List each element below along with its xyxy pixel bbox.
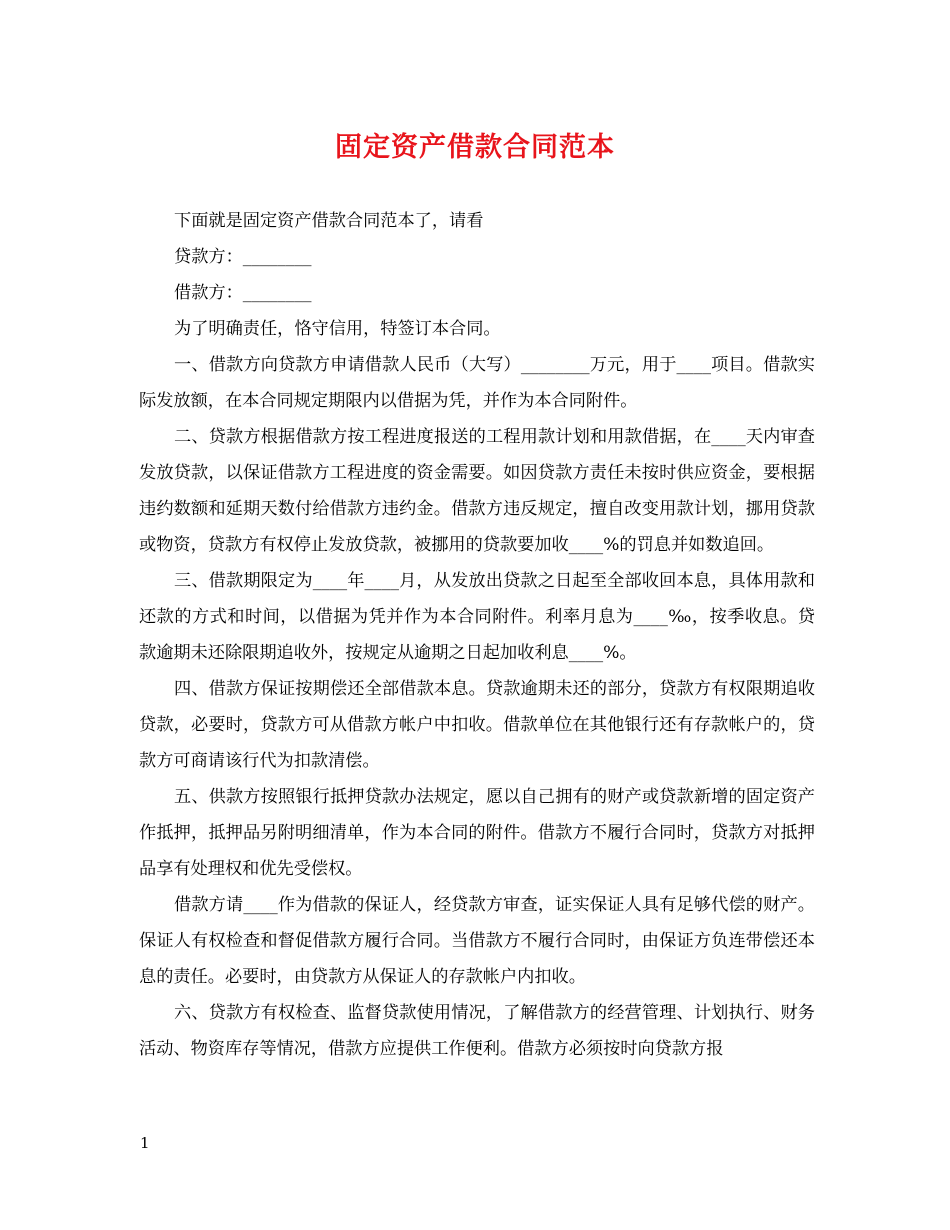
clause-3: 三、借款期限定为____年____月，从发放出贷款之日起至全部收回本息，具体用款和还款的方式和时间，以借据为凭并作为本合同附件。利率月息为____‰，按季收息。贷款逾期未还除限期追收外，按规定从逾期之日起加收利息____%。 [139,571,815,663]
document-body [139,203,815,1067]
lender-line: 贷款方：________ [174,247,312,267]
clause-6: 六、贷款方有权检查、监督贷款使用情况，了解借款方的经营管理、计划执行、财务活动、物资库存等情况，借款方应提供工作便利。借款方必须按时向贷款方报 [139,1003,815,1059]
clause-4: 四、借款方保证按期偿还全部借款本息。贷款逾期未还的部分，贷款方有权限期追收贷款，必要时，贷款方可从借款方帐户中扣收。借款单位在其他银行还有存款帐户的，贷款方可商请该行代为扣款清偿。 [139,679,815,771]
clause-1: 一、借款方向贷款方申请借款人民币（大写）________万元，用于____项目。借款实际发放额，在本合同规定期限内以借据为凭，并作为本合同附件。 [139,355,815,411]
guarantor-clause: 借款方请____作为借款的保证人，经贷款方审查，证实保证人具有足够代偿的财产。保证人有权检查和督促借款方履行合同。当借款方不履行合同时，由保证方负连带偿还本息的责任。必要时，由贷款方从保证人的存款帐户内扣收。 [139,895,815,987]
purpose-line: 为了明确责任，恪守信用，特签订本合同。 [174,319,501,339]
clause-5: 五、供款方按照银行抵押贷款办法规定，愿以自己拥有的财产或贷款新增的固定资产作抵押，抵押品另附明细清单，作为本合同的附件。借款方不履行合同时，贷款方对抵押品享有处理权和优先受偿权。 [139,787,815,879]
document-title: 固定资产借款合同范本 [335,132,615,163]
borrower-line: 借款方：________ [174,283,312,303]
intro-line: 下面就是固定资产借款合同范本了，请看 [174,211,484,231]
clause-2: 二、贷款方根据借款方按工程进度报送的工程用款计划和用款借据，在____天内审查发放贷款，以保证借款方工程进度的资金需要。如因贷款方责任未按时供应资金，要根据违约数额和延期天数付给借款方违约金。借款方违反规定，擅自改变用款计划，挪用贷款或物资，贷款方有权停止发放贷款，被挪用的贷款要加收____%的罚息并如数追回。 [139,427,815,555]
page-number: 1 [140,1134,150,1152]
